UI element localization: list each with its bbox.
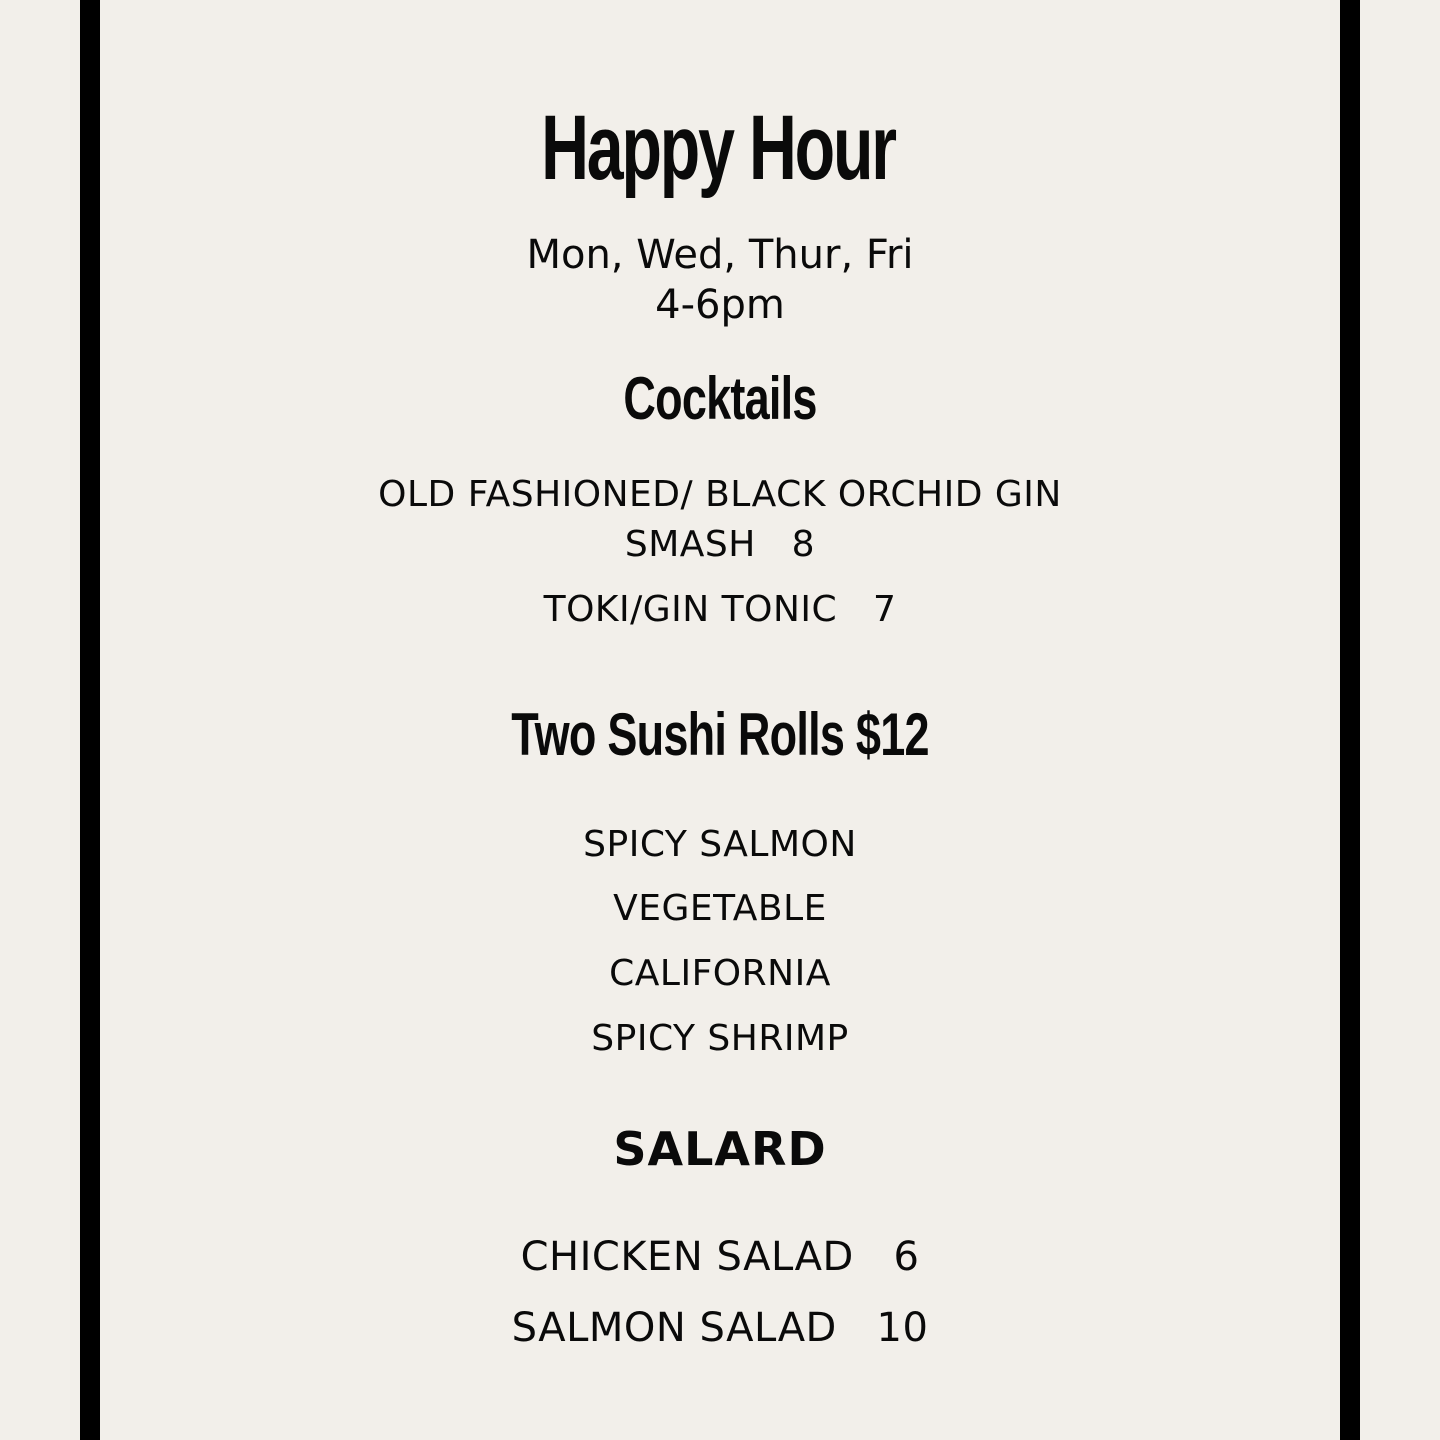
sushi-item: SPICY SHRIMP (591, 1018, 849, 1059)
cocktails-heading: Cocktails (623, 365, 817, 432)
sushi-item: VEGETABLE (613, 888, 827, 929)
menu-hours: 4-6pm (655, 282, 785, 328)
menu-title: Happy Hour (541, 97, 895, 199)
menu-days: Mon, Wed, Thur, Fri (526, 232, 914, 278)
happy-hour-menu (100, 0, 1340, 1440)
right-border (1340, 0, 1360, 1440)
salad-heading: SALARD (613, 1122, 827, 1176)
cocktail-item: OLD FASHIONED/ BLACK ORCHID GIN (378, 474, 1062, 515)
salad-item: SALMON SALAD 10 (511, 1305, 929, 1351)
sushi-heading: Two Sushi Rolls $12 (511, 701, 929, 768)
left-border (80, 0, 100, 1440)
salad-item: CHICKEN SALAD 6 (520, 1234, 920, 1280)
sushi-item: CALIFORNIA (609, 953, 831, 994)
cocktail-item: SMASH 8 (624, 524, 816, 565)
cocktail-item: TOKI/GIN TONIC 7 (543, 589, 897, 630)
sushi-item: SPICY SALMON (583, 824, 857, 865)
